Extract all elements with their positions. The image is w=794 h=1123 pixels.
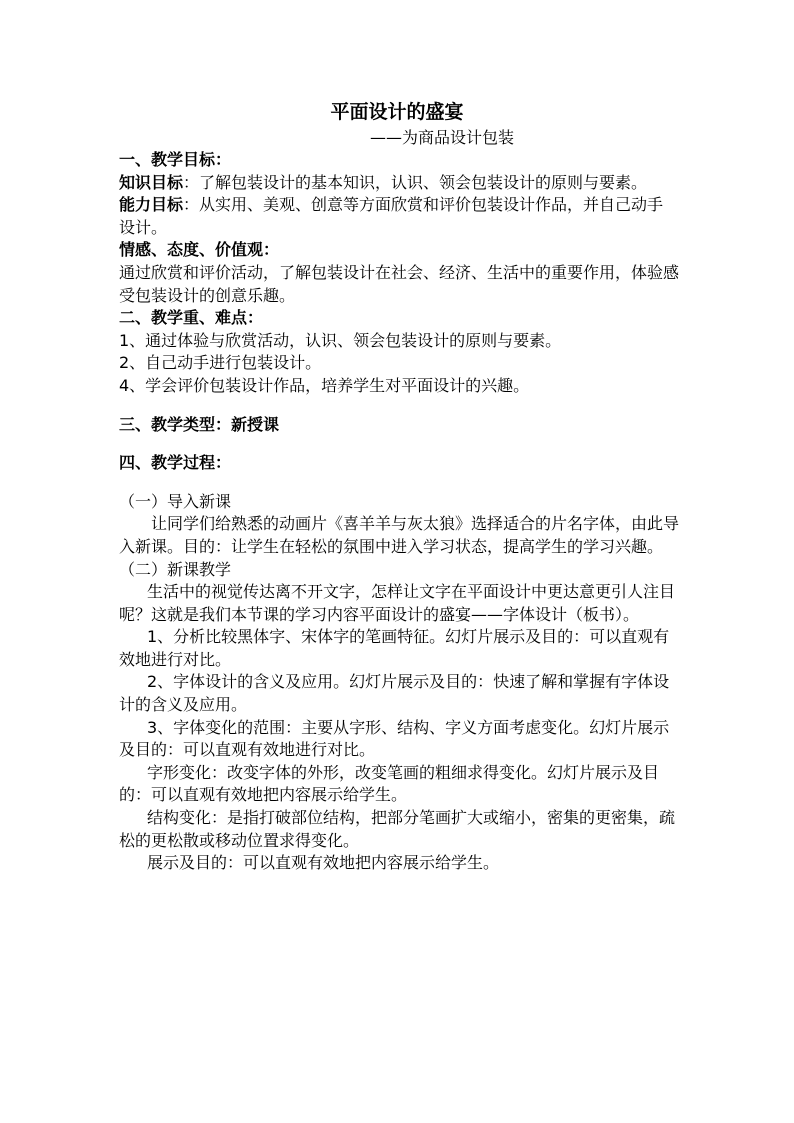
part2-paragraph: 结构变化：是指打破部位结构，把部分笔画扩大或缩小，密集的更密集，疏松的更松散或移动位置求得变化。 [119,808,676,850]
part1-text: 让同学们给熟悉的动画片《喜羊羊与灰太狼》选择适合的片名字体，由此导入新课。目的：让学生在轻松的氛围中进入学习状态，提高学生的学习兴趣。 [119,514,680,556]
knowledge-goal-text: ：了解包装设计的基本知识，认识、领会包装设计的原则与要素。 [183,172,648,192]
document-title: 平面设计的盛宴 [330,101,464,123]
document-subtitle: ——为商品设计包装 [369,128,514,147]
part2-paragraph: 1、分析比较黑体字、宋体字的笔画特征。幻灯片展示及目的：可以直观有效地进行对比。 [119,627,670,669]
emotion-heading: 情感、态度、价值观： [119,240,280,260]
goals-heading: 一、教学目标： [119,150,232,169]
ability-goal [119,194,679,239]
knowledge-goal [119,172,679,195]
ability-goal-text: ：从实用、美观、创意等方面欣赏和评价包装设计作品，并自己动手设计。 [119,195,664,237]
part2-paragraph: 生活中的视觉传达离不开文字，怎样让文字在平面设计中更达意更引人注目呢？这就是我们本节课的学习内容平面设计的盛宴——字体设计（板书）。 [119,582,676,624]
part2-heading: （二）新课教学 [119,559,232,579]
key-point-item: 4、学会评价包装设计作品，培养学生对平面设计的兴趣。 [119,375,530,395]
emotion-text: 通过欣赏和评价活动，了解包装设计在社会、经济、生活中的重要作用，体验感受包装设计的创意乐趣。 [119,262,680,305]
part2-paragraph: 2、字体设计的含义及应用。幻灯片展示及目的：快速了解和掌握有字体设计的含义及应用。 [119,672,670,715]
key-point-item: 1、通过体验与欣赏活动，认识、领会包装设计的原则与要素。 [119,330,562,350]
part2-paragraph: 3、字体变化的范围：主要从字形、结构、字义方面考虑变化。幻灯片展示及目的：可以直观有效地进行对比。 [119,717,670,760]
key-points-heading: 二、教学重、难点： [119,308,264,328]
key-point-item: 2、自己动手进行包装设计。 [119,353,322,373]
process-heading: 四、教学过程： [119,453,232,473]
part1-heading: （一）导入新课 [119,491,232,511]
part2-paragraph: 展示及目的：可以直观有效地把内容展示给学生。 [147,853,500,873]
lesson-type-heading: 三、教学类型：新授课 [119,414,280,434]
document-body [119,149,679,875]
ability-goal-label: 能力目标 [119,195,184,215]
part2-paragraph: 字形变化：改变字体的外形，改变笔画的粗细求得变化。幻灯片展示及目的：可以直观有效地把内容展示给学生。 [119,762,660,805]
knowledge-goal-label: 知识目标 [119,172,184,192]
